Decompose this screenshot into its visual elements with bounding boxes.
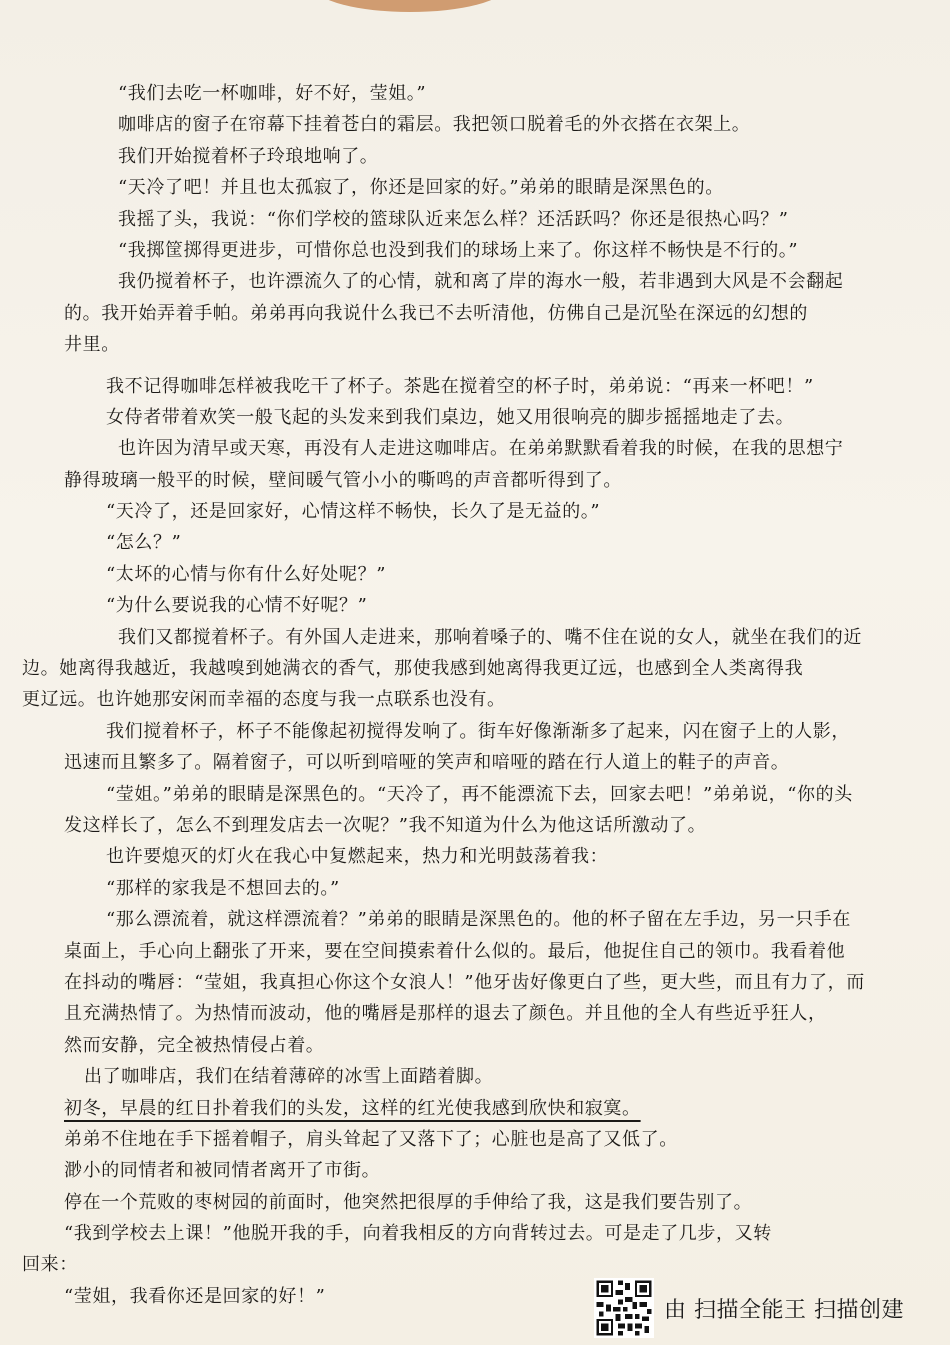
text-line: “那样的家我是不想回去的。”: [106, 877, 340, 899]
text-line: 桌面上，手心向上翻张了开来，要在空间摸索着什么似的。最后，他捉住自己的领巾。我看着他: [64, 940, 846, 962]
text-line: 我们又都搅着杯子。有外国人走进来，那响着嗓子的、嘴不住在说的女人，就坐在我们的近: [118, 626, 862, 648]
text-line: “我掷筐掷得更进步，可惜你总也没到我们的球场上来了。你这样不畅快是不行的。”: [118, 239, 799, 261]
text-line: 我们开始搅着杯子玲琅地响了。: [118, 145, 379, 167]
text-line: “为什么要说我的心情不好呢？”: [106, 595, 368, 617]
text-line: 静得玻璃一般平的时候，壁间暖气管小小的嘶鸣的声音都听得到了。: [64, 469, 622, 491]
text-line: 我摇了头，我说：“你们学校的篮球队近来怎么样？还活跃吗？你还是很热心吗？”: [118, 208, 789, 230]
text-line: “莹姐，我看你还是回家的好！”: [64, 1285, 326, 1307]
text-line: 井里。: [64, 334, 120, 356]
qr-code-icon: [594, 1278, 654, 1338]
text-line: 也许要熄灭的灯火在我心中复燃起来，热力和光明鼓荡着我：: [106, 846, 609, 868]
text-line: “怎么？”: [106, 532, 182, 554]
text-line: “天冷了吧！并且也太孤寂了，你还是回家的好。”弟弟的眼睛是深黑色的。: [118, 177, 724, 199]
scanner-label: 由 扫描全能王 扫描创建: [664, 1297, 904, 1323]
text-line: “莹姐。”弟弟的眼睛是深黑色的。“天冷了，再不能漂流下去，回家去吧！”弟弟说，“你的头: [106, 783, 853, 805]
text-line: 我们搅着杯子，杯子不能像起初搅得发响了。街车好像渐渐多了起来，闪在窗子上的人影，: [106, 720, 850, 742]
text-line: 在抖动的嘴唇：“莹姐，我真担心你这个女浪人！”他牙齿好像更白了些，更大些，而且有力了，而: [64, 971, 865, 993]
text-line: 女侍者带着欢笑一般飞起的头发来到我们桌边，她又用很响亮的脚步摇摇地走了去。: [106, 406, 795, 428]
text-line: “我们去吃一杯咖啡，好不好，莹姐。”: [118, 83, 427, 104]
text-line: 咖啡店的窗子在帘幕下挂着苍白的霜层。我把领口脱着毛的外衣搭在衣架上。: [118, 114, 751, 136]
document-body: [22, 78, 872, 1312]
scanner-watermark: [594, 1277, 934, 1339]
text-line: 发这样长了，怎么不到理发店去一次呢？”我不知道为什么为他这话所激动了。: [64, 814, 707, 836]
text-line: 也许因为清早或天寒，再没有人走进这咖啡店。在弟弟默默看着我的时候，在我的思想宁: [118, 438, 844, 460]
text-line: 且充满热情了。为热情而波动，他的嘴唇是那样的退去了颜色。并且他的全人有些近乎狂人，: [64, 1003, 827, 1025]
text-line: 停在一个荒败的枣树园的前面时，他突然把很厚的手伸给了我，这是我们要告别了。: [64, 1191, 753, 1213]
text-line: 的。我开始弄着手帕。弟弟再向我说什么我已不去听清他，仿佛自己是沉坠在深远的幻想的: [64, 302, 808, 324]
highlighted-line: [22, 1093, 872, 1124]
text-line: 我仍搅着杯子，也许漂流久了的心情，就和离了岸的海水一般，若非遇到大风是不会翻起: [118, 271, 844, 293]
text-line: “太坏的心情与你有什么好处呢？”: [106, 563, 387, 585]
text-line: 迅速而且繁多了。隔着窗子，可以听到喑哑的笑声和喑哑的踏在行人道上的鞋子的声音。: [64, 752, 790, 774]
text-line: 边。她离得我越近，我越嗅到她满衣的香气，那使我感到她离得我更辽远，也感到全人类离得我: [22, 658, 804, 680]
text-line: 然而安静，完全被热情侵占着。: [64, 1034, 325, 1056]
text-line: “天冷了，还是回家好，心情这样不畅快，长久了是无益的。”: [106, 501, 601, 523]
text-line: “那么漂流着，就这样漂流着？”弟弟的眼睛是深黑色的。他的杯子留在左手边，另一只手在: [106, 909, 851, 931]
text-line: “我到学校去上课！”他脱开我的手，向着我相反的方向背转过去。可是走了几步，又转: [64, 1223, 772, 1245]
text-line: 弟弟不住地在手下摇着帽子，肩头耸起了又落下了；心脏也是高了又低了。: [64, 1128, 678, 1150]
text-line: 渺小的同情者和被同情者离开了市街。: [64, 1160, 381, 1182]
underlined-sentence: 初冬，早晨的红日扑着我们的头发，这样的红光使我感到欣快和寂寞。: [64, 1097, 641, 1119]
text-line: 我不记得咖啡怎样被我吃干了杯子。茶匙在搅着空的杯子时，弟弟说：“再来一杯吧！”: [106, 375, 814, 397]
text-line: 回来：: [22, 1254, 78, 1276]
text-line: 更辽远。也许她那安闲而幸福的态度与我一点联系也没有。: [22, 689, 506, 711]
coffee-stain-mark: [315, 0, 505, 12]
text-line: 出了咖啡店，我们在结着薄碎的冰雪上面踏着脚。: [84, 1066, 494, 1088]
